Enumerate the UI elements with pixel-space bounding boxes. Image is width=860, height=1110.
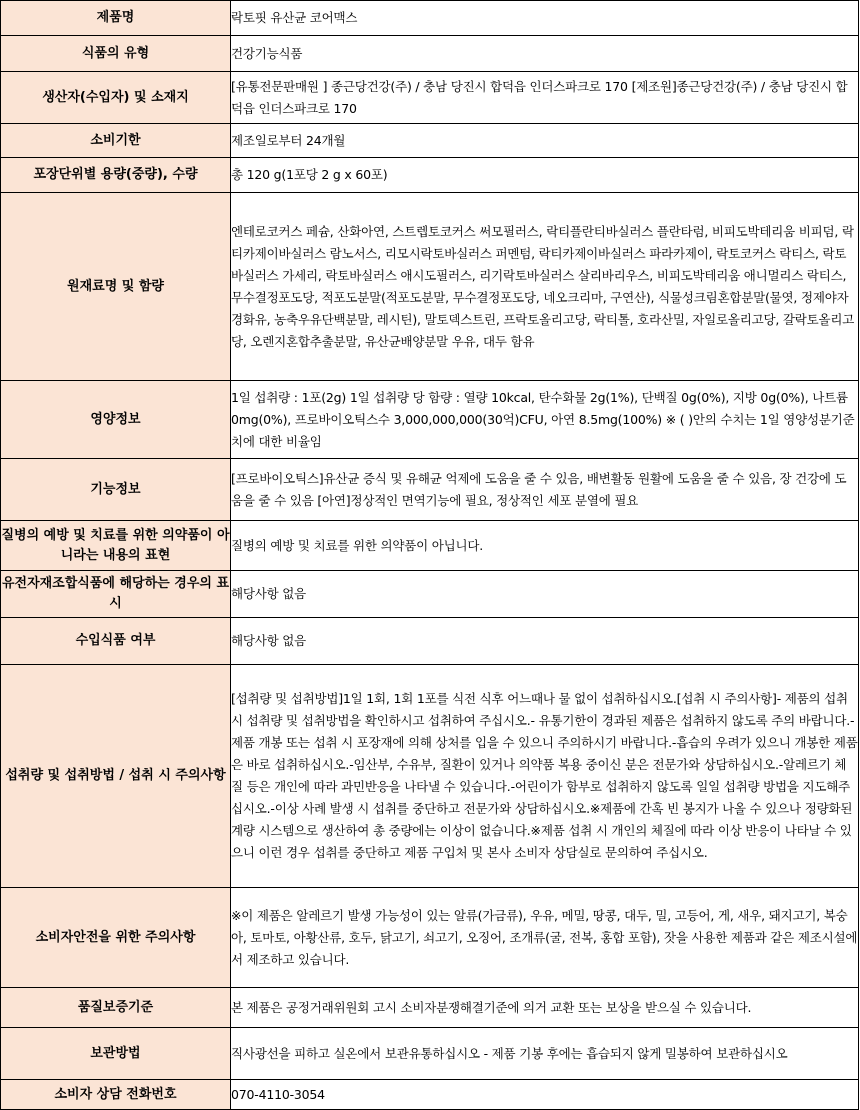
value-nutrition: 1일 섭취량 : 1포(2g) 1일 섭취량 당 함량 : 열량 10kcal, 탄수화물 2g(1%), 단백질 0g(0%), 지방 0g(0%), 나트륨 0mg(0%), 프로바이오틱스수 3,000,000,000(30억)CFU, 아연 8.5mg(100%) ※ ( )안의 수치는 1일 영양성분기준치에 대한 비율임 (231, 381, 859, 459)
label-safety: 소비자안전을 위한 주의사항 (1, 888, 231, 988)
label-not-medicine: 질병의 예방 및 치료를 위한 의약품이 아니라는 내용의 표현 (1, 521, 231, 571)
value-product-name: 락토핏 유산균 코어맥스 (231, 1, 859, 36)
label-gmo: 유전자재조합식품에 해당하는 경우의 표시 (1, 571, 231, 618)
value-package-volume: 총 120 g(1포당 2 g x 60포) (231, 158, 859, 193)
label-expiry: 소비기한 (1, 124, 231, 158)
label-imported: 수입식품 여부 (1, 618, 231, 665)
label-quality: 품질보증기준 (1, 988, 231, 1028)
row-manufacturer (1, 72, 859, 124)
value-imported: 해당사항 없음 (231, 618, 859, 665)
row-expiry (1, 124, 859, 158)
row-intake (1, 665, 859, 888)
row-function (1, 459, 859, 521)
label-ingredients: 원재료명 및 함량 (1, 193, 231, 381)
value-function: [프로바이오틱스]유산균 증식 및 유해균 억제에 도움을 줄 수 있음, 배변활동 원활에 도움을 줄 수 있음, 장 건강에 도움을 줄 수 있음 [아연]정상적인 면역기능에 필요, 정상적인 세포 분열에 필요 (231, 459, 859, 521)
value-quality: 본 제품은 공정거래위원회 고시 소비자분쟁해결기준에 의거 교환 또는 보상을 받으실 수 있습니다. (231, 988, 859, 1028)
row-ingredients (1, 193, 859, 381)
row-nutrition (1, 381, 859, 459)
value-gmo: 해당사항 없음 (231, 571, 859, 618)
value-intake: [섭취량 및 섭취방법]1일 1회, 1회 1포를 식전 식후 어느때나 물 없이 섭취하십시오.[섭취 시 주의사항]- 제품의 섭취 시 섭취량 및 섭취방법을 확인하시고 섭취하여 주십시오.- 유통기한이 경과된 제품은 섭취하지 않도록 주의 바랍니다.- 제품 개봉 또는 섭취 시 포장재에 의해 상처를 입을 수 있으니 주의하시기 바랍니다.-흡습의 우려가 있으니 개봉한 제품은 바로 섭취하십시오.-임산부, 수유부, 질환이 있거나 의약품 복용 중이신 분은 전문가와 상담하십시오.-알레르기 체질 등은 개인에 따라 과민반응을 나타낼 수 있습니다.-어린이가 함부로 섭취하지 않도록 일일 섭취량 방법을 지도해주십시오.-이상 사례 발생 시 섭취를 중단하고 전문가와 상담하십시오.※제품에 간혹 빈 봉지가 나올 수 있으나 정량화된 계량 시스템으로 생산하여 총 중량에는 이상이 없습니다.※제품 섭취 시 개인의 체질에 따라 이상 반응이 나타날 수 있으니 이런 경우 섭취를 중단하고 제품 구입처 및 본사 소비자 상담실로 문의하여 주십시오. (231, 665, 859, 888)
value-not-medicine: 질병의 예방 및 치료를 위한 의약품이 아닙니다. (231, 521, 859, 571)
value-manufacturer: [유통전문판매원 ] 종근당건강(주) / 충남 당진시 합덕읍 인더스파크로 170 [제조원]종근당건강(주) / 충남 당진시 합덕읍 인더스파크로 170 (231, 72, 859, 124)
label-phone: 소비자 상담 전화번호 (1, 1080, 231, 1110)
row-package-volume (1, 158, 859, 193)
row-quality (1, 988, 859, 1028)
value-expiry: 제조일로부터 24개월 (231, 124, 859, 158)
row-food-type (1, 36, 859, 72)
value-ingredients: 엔테로코커스 페슘, 산화아연, 스트렙토코커스 써모필러스, 락티플란티바실러스 플란타럼, 비피도박테리움 비피덤, 락티카제이바실러스 람노서스, 리모시락토바실러스 퍼멘텀, 락티카제이바실러스 파라카제이, 락토코커스 락티스, 락토바실러스 가세리, 락토바실러스 애시도필러스, 리기락토바실러스 살리바리우스, 비피도박테리움 애니멀리스 락티스, 무수결정포도당, 적포도분말(적포도분말, 무수결정포도당, 네오크리마, 구연산), 식물성크림혼합분말(물엿, 정제야자경화유, 농축우유단백분말, 레시틴), 말토덱스트린, 프락토올리고당, 락티톨, 호라산밀, 자일로올리고당, 갈락토올리고당, 오렌지혼합추출분말, 유산균배양분말 우유, 대두 함유 (231, 193, 859, 381)
row-imported (1, 618, 859, 665)
row-safety (1, 888, 859, 988)
row-phone (1, 1080, 859, 1110)
label-manufacturer: 생산자(수입자) 및 소재지 (1, 72, 231, 124)
label-nutrition: 영양정보 (1, 381, 231, 459)
label-function: 기능정보 (1, 459, 231, 521)
label-package-volume: 포장단위별 용량(중량), 수량 (1, 158, 231, 193)
value-phone: 070-4110-3054 (231, 1080, 859, 1110)
row-product-name (1, 1, 859, 36)
value-food-type: 건강기능식품 (231, 36, 859, 72)
label-storage: 보관방법 (1, 1028, 231, 1080)
row-gmo (1, 571, 859, 618)
value-safety: ※이 제품은 알레르기 발생 가능성이 있는 알류(가금류), 우유, 메밀, 땅콩, 대두, 밀, 고등어, 게, 새우, 돼지고기, 복숭아, 토마토, 아황산류, 호두, 닭고기, 쇠고기, 오징어, 조개류(굴, 전복, 홍합 포함), 잣을 사용한 제품과 같은 제조시설에서 제조하고 있습니다. (231, 888, 859, 988)
row-storage (1, 1028, 859, 1080)
label-food-type: 식품의 유형 (1, 36, 231, 72)
row-not-medicine (1, 521, 859, 571)
label-product-name: 제품명 (1, 1, 231, 36)
label-intake: 섭취량 및 섭취방법 / 섭취 시 주의사항 (1, 665, 231, 888)
value-storage: 직사광선을 피하고 실온에서 보관유통하십시오 - 제품 기봉 후에는 흡습되지 않게 밀봉하여 보관하십시오 (231, 1028, 859, 1080)
